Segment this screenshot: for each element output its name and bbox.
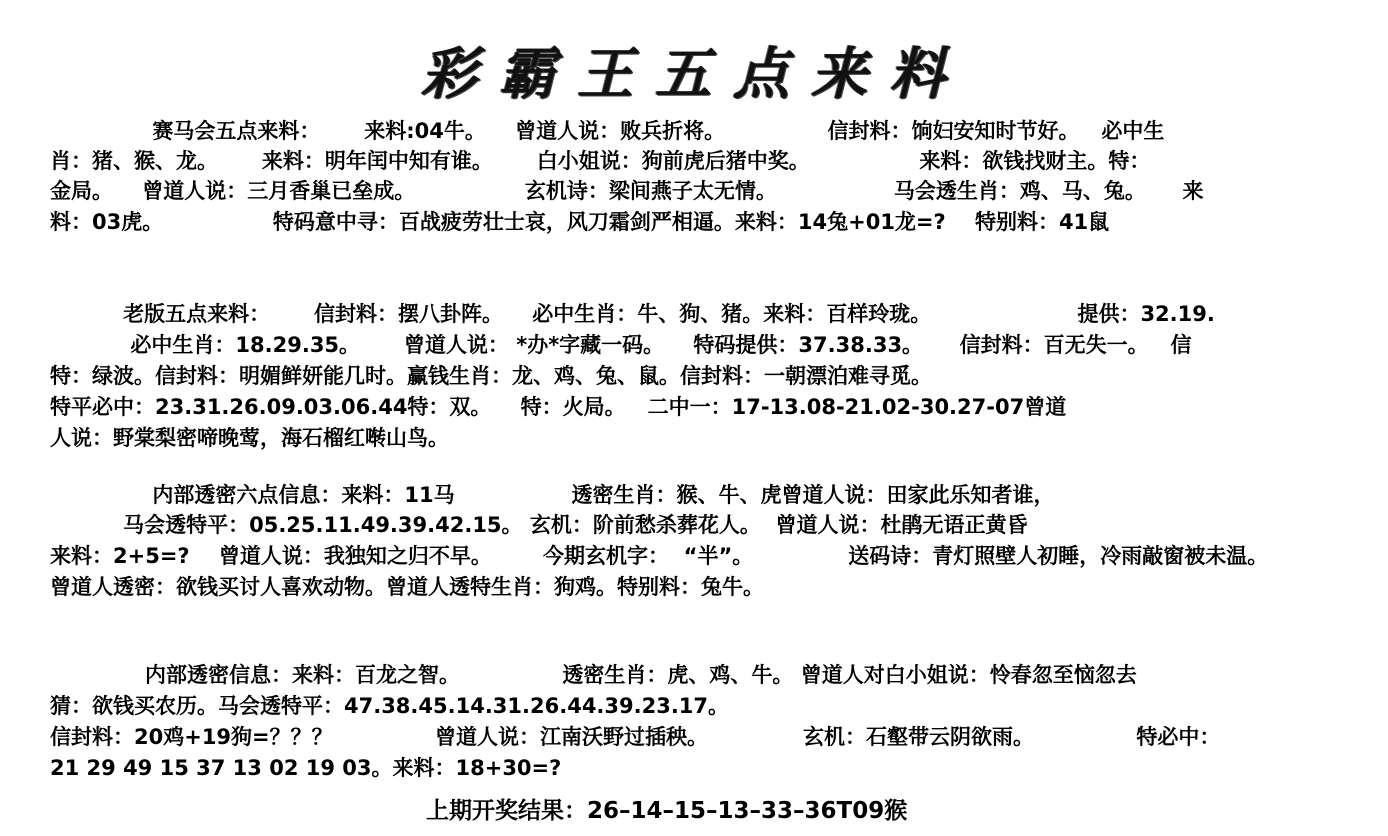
text-line: 21 29 49 15 37 13 02 19 03。来料：18+30=?	[50, 756, 562, 780]
text-line: 信封料：20鸡+19狗=？？？ 曾道人说：江南沃野过插秧。 玄机：石壑带云阴欲雨。 特必中：	[50, 725, 1221, 749]
text-line: 金局。 曾道人说：三月香巢已垒成。 玄机诗：梁间燕子太无情。 马会透生肖：鸡、马、兔。 来	[50, 179, 1204, 203]
page-title: 彩霸王五点来料	[421, 41, 967, 107]
text-line: 马会透特平：05.25.11.49.39.42.15。 玄机：阶前愁杀葬花人。 曾道人说：杜鹃无语正黄昏	[50, 513, 1028, 537]
text-line: 赛马会五点来料： 来料:04牛。 曾道人说：败兵折将。 信封料：饷妇安知时节好。 必中生	[50, 119, 1165, 143]
text-line: 曾道人透密：欲钱买讨人喜欢动物。曾道人透特生肖：狗鸡。特别料：兔牛。	[50, 575, 764, 599]
text-line: 特平必中：23.31.26.09.03.06.44特：双。 特：火局。 二中一：17-13.08-21.02-30.27-07曾道	[50, 395, 1067, 419]
text-line: 料：03虎。 特码意中寻：百战疲劳壮士哀，风刀霜剑严相逼。来料：14兔+01龙=? 特别料：41鼠	[50, 210, 1110, 234]
text-line: 内部透密信息：来料：百龙之智。 透密生肖：虎、鸡、牛。 曾道人对白小姐说：怜春忽至恼忽去	[50, 663, 1137, 687]
text-line: 来料：2+5=? 曾道人说：我独知之归不早。 今期玄机字： “半”。 送码诗：青灯照壁人初睡，冷雨敲窗被未温。	[50, 544, 1269, 568]
text-line: 必中生肖：18.29.35。 曾道人说： *办*字藏一码。 特码提供：37.38.33。 信封料：百无失一。 信	[50, 333, 1192, 357]
text-line: 老版五点来料： 信封料：摆八卦阵。 必中生肖：牛、狗、猪。来料：百样玲珑。 提供：32.19.	[50, 302, 1215, 326]
text-line: 特：绿波。信封料：明媚鲜妍能几时。赢钱生肖：龙、鸡、兔、鼠。信封料：一朝漂泊难寻觅。	[50, 364, 932, 388]
last-result: 上期开奖结果：26–14–15–13–33–36T09猴	[426, 798, 908, 824]
text-line: 内部透密六点信息：来料：11马 透密生肖：猴、牛、虎曾道人说：田家此乐知者谁，	[50, 483, 1055, 507]
text-line: 人说：野棠梨密啼晚莺，海石榴红啭山鸟。	[50, 426, 449, 450]
text-line: 猜：欲钱买农历。马会透特平：47.38.45.14.31.26.44.39.23.17。	[50, 694, 730, 718]
text-line: 肖：猪、猴、龙。 来料：明年闰中知有谁。 白小姐说：狗前虎后猪中奖。 来料：欲钱找财主。特：	[50, 149, 1151, 173]
